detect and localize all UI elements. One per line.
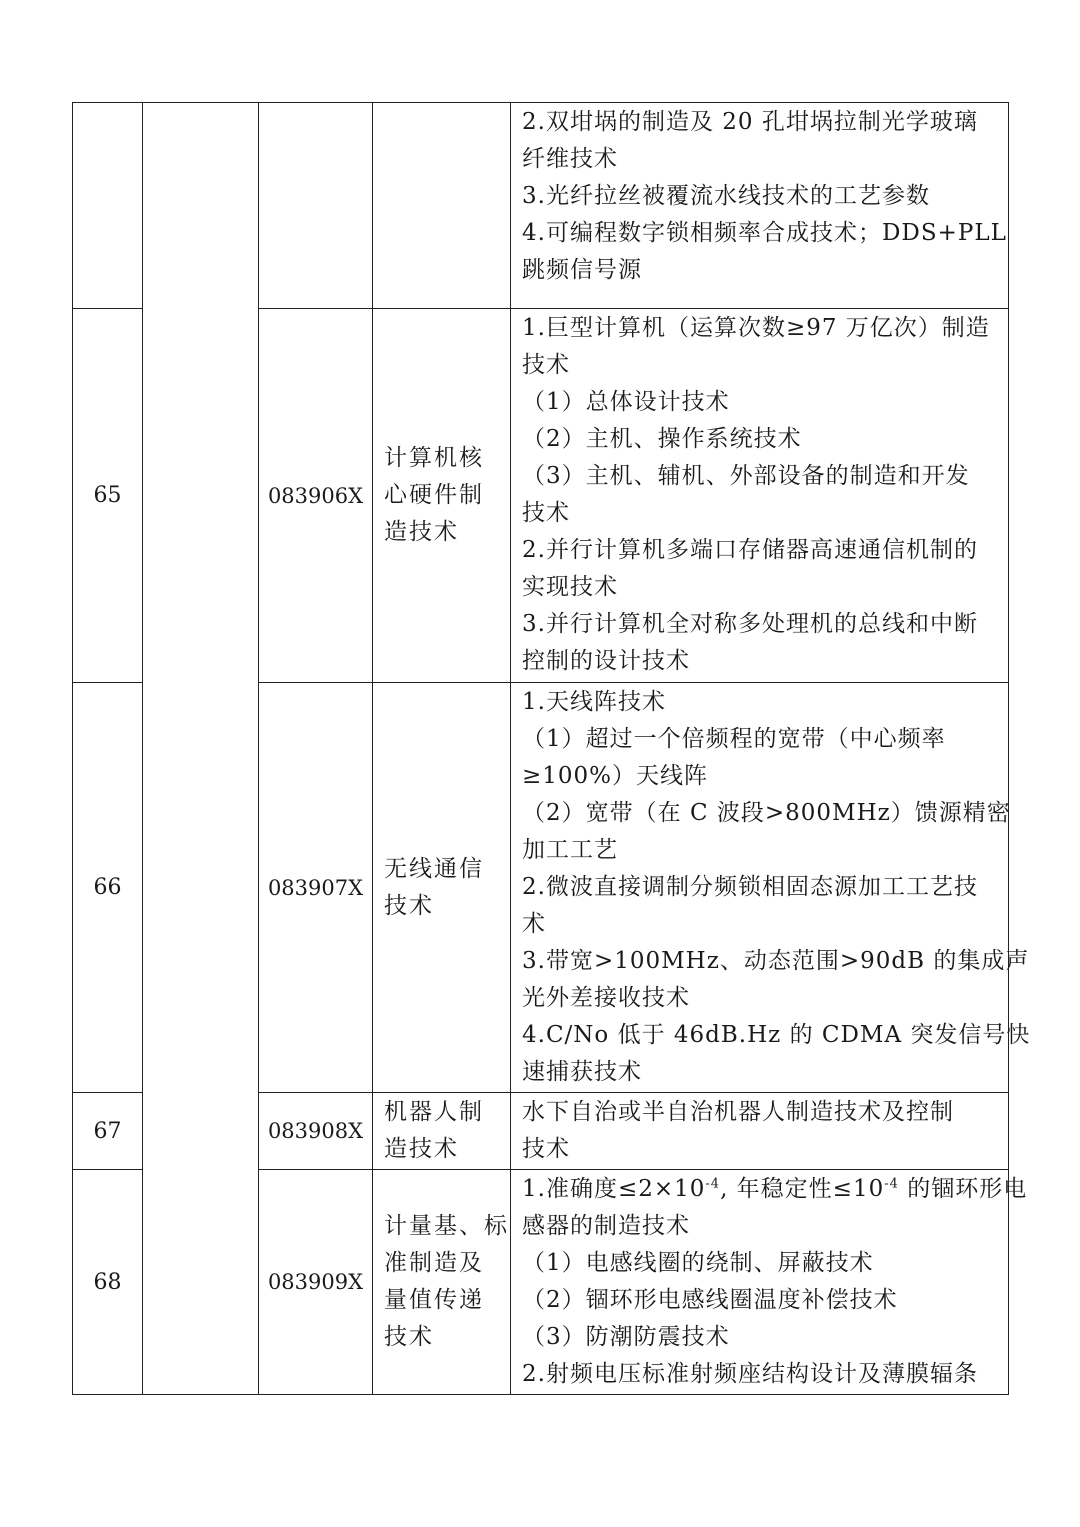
row-number-cell: 68 [73, 1170, 143, 1395]
code-cell [259, 103, 373, 309]
content-cell [511, 309, 1009, 683]
content-cell [511, 683, 1031, 1093]
content-line: （2）锢环形电感线圈温度补偿技术 [522, 1287, 898, 1313]
content-line: 跳频信号源 [522, 257, 642, 283]
content-line: 3.并行计算机全对称多处理机的总线和中断 [522, 611, 978, 637]
content-line: （3）防潮防震技术 [522, 1324, 730, 1350]
content-line: 2.射频电压标准射频座结构设计及薄膜辐条 [522, 1361, 978, 1387]
content-line [522, 1171, 1028, 1208]
name-line: 技术 [384, 1324, 434, 1350]
row-number-cell: 66 [73, 683, 143, 1093]
content-text: 1.准确度≤2×10 [522, 1176, 706, 1202]
content-line: 2.并行计算机多端口存储器高速通信机制的 [522, 537, 978, 563]
content-line: 加工工艺 [522, 837, 618, 863]
name-line: 造技术 [384, 519, 459, 545]
name-line: 无线通信 [384, 855, 484, 882]
content-line: 技术 [522, 1136, 570, 1162]
code-cell: 083907X [259, 683, 373, 1093]
content-line: 4.C/No 低于 46dB.Hz 的 CDMA 突发信号快 [522, 1022, 1031, 1048]
content-cell [511, 1093, 1009, 1170]
content-line: 水下自治或半自治机器人制造技术及控制 [522, 1099, 954, 1125]
content-line: （2）主机、操作系统技术 [522, 426, 802, 452]
content-text: 的锢环形电 [898, 1176, 1028, 1202]
table-row [73, 103, 1009, 309]
content-text: , 年稳定性≤10 [720, 1176, 885, 1202]
name-line: 心硬件制 [384, 482, 484, 508]
content-line: 光外差接收技术 [522, 985, 690, 1011]
content-line: 4.可编程数字锁相频率合成技术；DDS+PLL [522, 220, 1007, 246]
content-line: 3.带宽>100MHz、动态范围>90dB 的集成声 [522, 948, 1030, 974]
name-cell [373, 309, 511, 683]
name-line: 机器人制 [384, 1099, 484, 1125]
row-number-cell: 65 [73, 309, 143, 683]
name-line: 造技术 [384, 1136, 459, 1162]
code-cell: 083906X [259, 309, 373, 683]
name-line: 技术 [384, 892, 434, 919]
content-line: 实现技术 [522, 574, 618, 600]
content-line: ≥100%）天线阵 [522, 763, 709, 789]
category-cell [143, 103, 259, 1395]
row-number-cell [73, 103, 143, 309]
content-line: 控制的设计技术 [522, 648, 690, 674]
code-cell: 083909X [259, 1170, 373, 1395]
content-line: 技术 [522, 500, 570, 526]
name-line: 计算机核 [384, 445, 484, 471]
content-line: 1.天线阵技术 [522, 689, 666, 715]
content-line: （1）总体设计技术 [522, 389, 730, 415]
content-line: （3）主机、辅机、外部设备的制造和开发 [522, 463, 970, 489]
name-cell [373, 683, 511, 1093]
content-line: 1.巨型计算机（运算次数≥97 万亿次）制造 [522, 315, 990, 341]
content-line: （1）电感线圈的绕制、屏蔽技术 [522, 1250, 874, 1276]
content-line: 2.双坩埚的制造及 20 孔坩埚拉制光学玻璃 [522, 109, 978, 135]
content-line: （1）超过一个倍频程的宽带（中心频率 [522, 726, 946, 752]
content-line: 速捕获技术 [522, 1059, 642, 1085]
content-line: 技术 [522, 352, 570, 378]
content-line: 3.光纤拉丝被覆流水线技术的工艺参数 [522, 183, 930, 209]
content-cell [511, 103, 1009, 309]
name-cell [373, 103, 511, 309]
content-line: 术 [522, 911, 546, 937]
name-cell [373, 1093, 511, 1170]
name-line: 量值传递 [384, 1287, 484, 1313]
content-line: 纤维技术 [522, 146, 618, 172]
technology-table [72, 102, 1031, 1395]
row-number-cell: 67 [73, 1093, 143, 1170]
content-line: （2）宽带（在 C 波段>800MHz）馈源精密 [522, 800, 1011, 826]
content-cell [511, 1170, 1028, 1395]
name-cell [373, 1170, 511, 1395]
content-line: 2.微波直接调制分频锁相固态源加工工艺技 [522, 874, 978, 900]
code-cell: 083908X [259, 1093, 373, 1170]
name-line: 计量基、标 [384, 1213, 509, 1239]
content-line: 感器的制造技术 [522, 1213, 690, 1239]
name-line: 准制造及 [384, 1250, 484, 1276]
exponent: -4 [884, 1176, 899, 1192]
exponent: -4 [705, 1176, 721, 1192]
